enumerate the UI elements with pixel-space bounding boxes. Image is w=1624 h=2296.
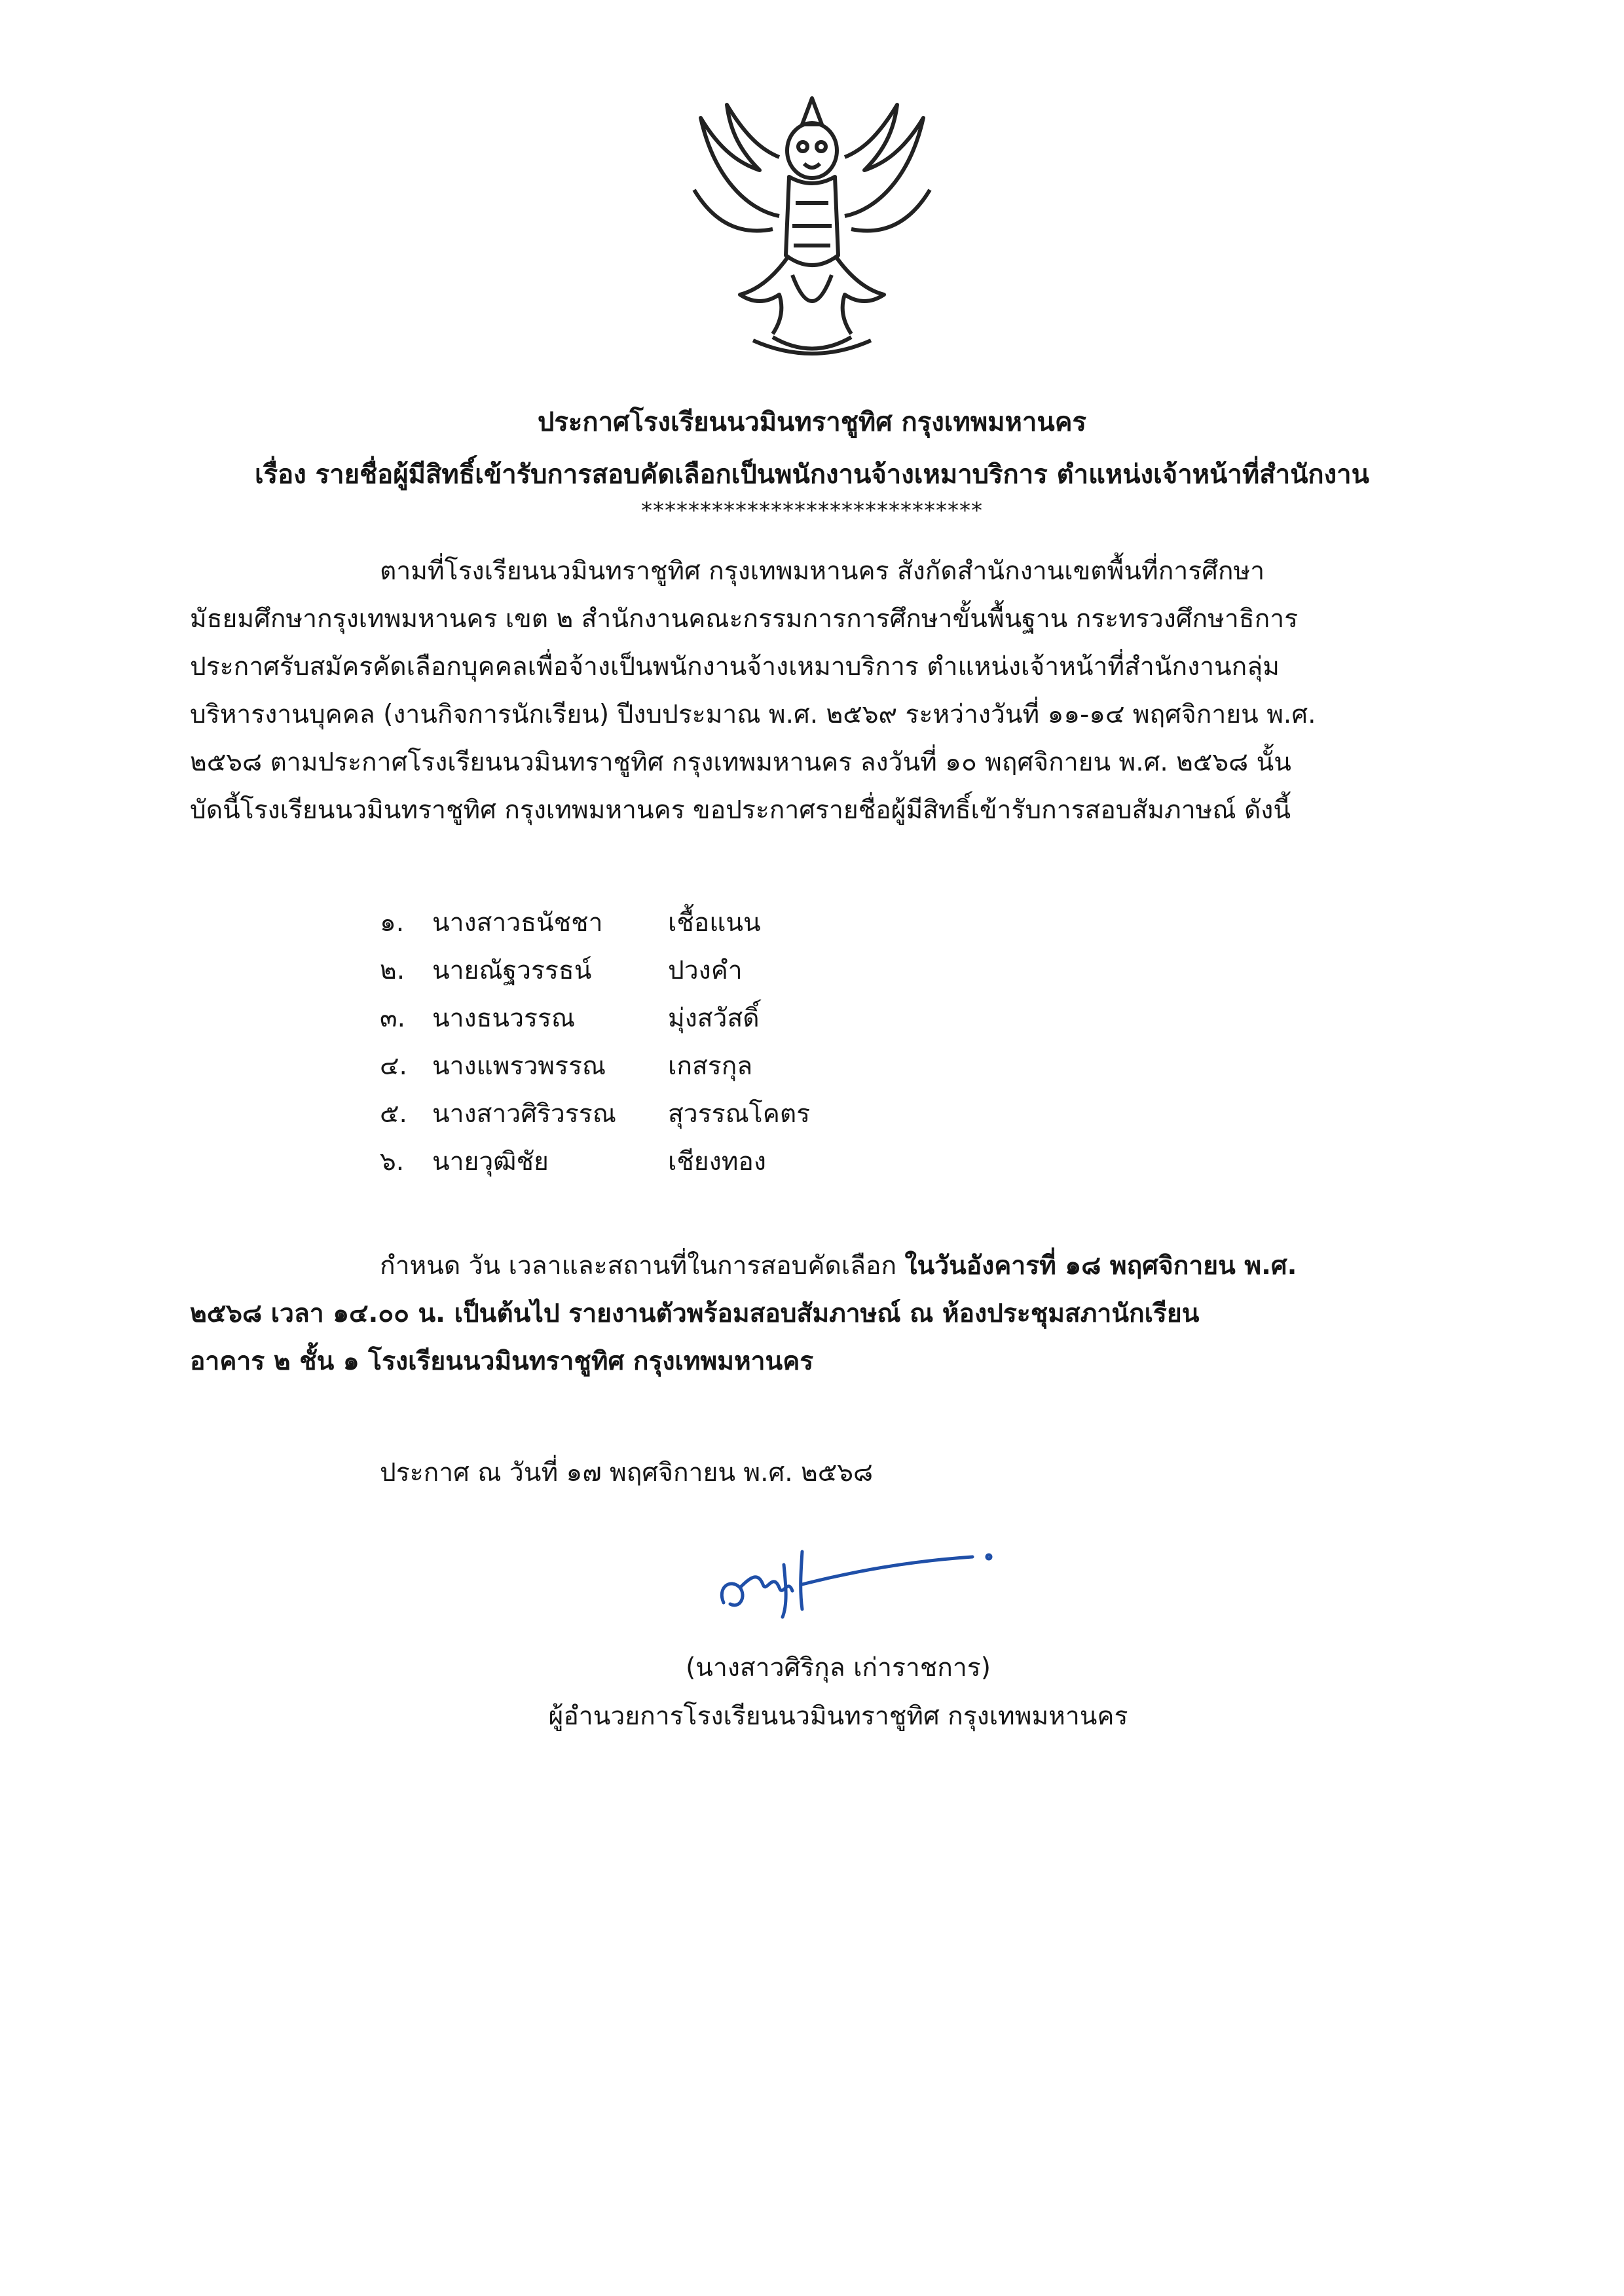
candidate-number: ๒. [380,956,405,985]
candidate-family-name: มุ่งสวัสดิ์ [668,1004,760,1033]
intro-paragraph [190,547,1428,834]
candidate-number: ๕. [380,1099,407,1129]
intro-line: ตามที่โรงเรียนนวมินทราชูทิศ กรุงเทพมหานคร สังกัดสำนักงานเขตพื้นที่การศึกษา [380,556,1265,586]
document-subject: เรื่อง รายชื่อผู้มีสิทธิ์เข้ารับการสอบคัดเลือกเป็นพนักงานจ้างเหมาบริการ ตำแหน่งเจ้าหน้าที่สำนักงาน [255,460,1369,490]
handwritten-signature [710,1525,999,1624]
garuda-emblem-icon [674,79,950,367]
document-title: ประกาศโรงเรียนนวมินทราชูทิศ กรุงเทพมหานคร [538,407,1086,437]
intro-line: บริหารงานบุคคล (งานกิจการนักเรียน) ปีงบประมาณ พ.ศ. ๒๕๖๙ ระหว่างวันที่ ๑๑-๑๔ พฤศจิกายน พ.ศ. [190,700,1316,729]
announcement-date: ประกาศ ณ วันที่ ๑๗ พฤศจิกายน พ.ศ. ๒๕๖๘ [380,1458,874,1487]
intro-line: มัธยมศึกษากรุงเทพมหานคร เขต ๒ สำนักงานคณะกรรมการการศึกษาขั้นพื้นฐาน กระทรวงศึกษาธิการ [190,604,1299,634]
intro-line: ประกาศรับสมัครคัดเลือกบุคคลเพื่อจ้างเป็นพนักงานจ้างเหมาบริการ ตำแหน่งเจ้าหน้าที่สำนักงานกลุ่ม [190,652,1280,682]
candidate-number: ๖. [380,1147,405,1176]
candidate-given-name: นายณัฐวรรธน์ [432,956,592,985]
candidate-given-name: นางแพรวพรรณ [432,1051,606,1081]
candidate-number: ๔. [380,1051,407,1081]
candidate-given-name: นางธนวรรณ [432,1004,576,1033]
candidate-number: ๓. [380,1004,406,1033]
candidate-family-name: สุวรรณโคตร [668,1099,811,1129]
schedule-line: อาคาร ๒ ชั้น ๑ โรงเรียนนวมินทราชูทิศ กรุงเทพมหานคร [190,1347,814,1376]
candidate-number: ๑. [380,908,405,938]
intro-line: บัดนี้โรงเรียนนวมินทราชูทิศ กรุงเทพมหานคร ขอประกาศรายชื่อผู้มีสิทธิ์เข้ารับการสอบสัมภาษณ์ ดังนี้ [190,795,1291,825]
signer-position: ผู้อำนวยการโรงเรียนนวมินทราชูทิศ กรุงเทพมหานคร [548,1702,1128,1731]
schedule-line [190,1242,1428,1290]
schedule-paragraph [190,1242,1428,1385]
candidate-given-name: นางสาวศิริวรรณ [432,1099,616,1129]
schedule-intro-text: กำหนด วัน เวลาและสถานที่ในการสอบคัดเลือก [380,1251,905,1281]
candidate-family-name: เชียงทอง [668,1147,766,1176]
schedule-date-text: ในวันอังคารที่ ๑๘ พฤศจิกายน พ.ศ. [904,1251,1297,1281]
signer-name: (นางสาวศิริกุล เก่าราชการ) [686,1653,991,1683]
title-separator: ***************************** [641,498,983,524]
candidate-family-name: เชื้อแนน [668,908,761,938]
schedule-line: ๒๕๖๘ เวลา ๑๔.๐๐ น. เป็นต้นไป รายงานตัวพร้อมสอบสัมภาษณ์ ณ ห้องประชุมสภานักเรียน [190,1299,1200,1328]
candidate-family-name: ปวงคำ [668,956,743,985]
candidate-family-name: เกสรกุล [668,1051,753,1081]
intro-line: ๒๕๖๘ ตามประกาศโรงเรียนนวมินทราชูทิศ กรุงเทพมหานคร ลงวันที่ ๑๐ พฤศจิกายน พ.ศ. ๒๕๖๘ นั้น [190,748,1291,777]
candidate-given-name: นายวุฒิชัย [432,1147,549,1176]
candidate-given-name: นางสาวธนัชชา [432,908,603,938]
